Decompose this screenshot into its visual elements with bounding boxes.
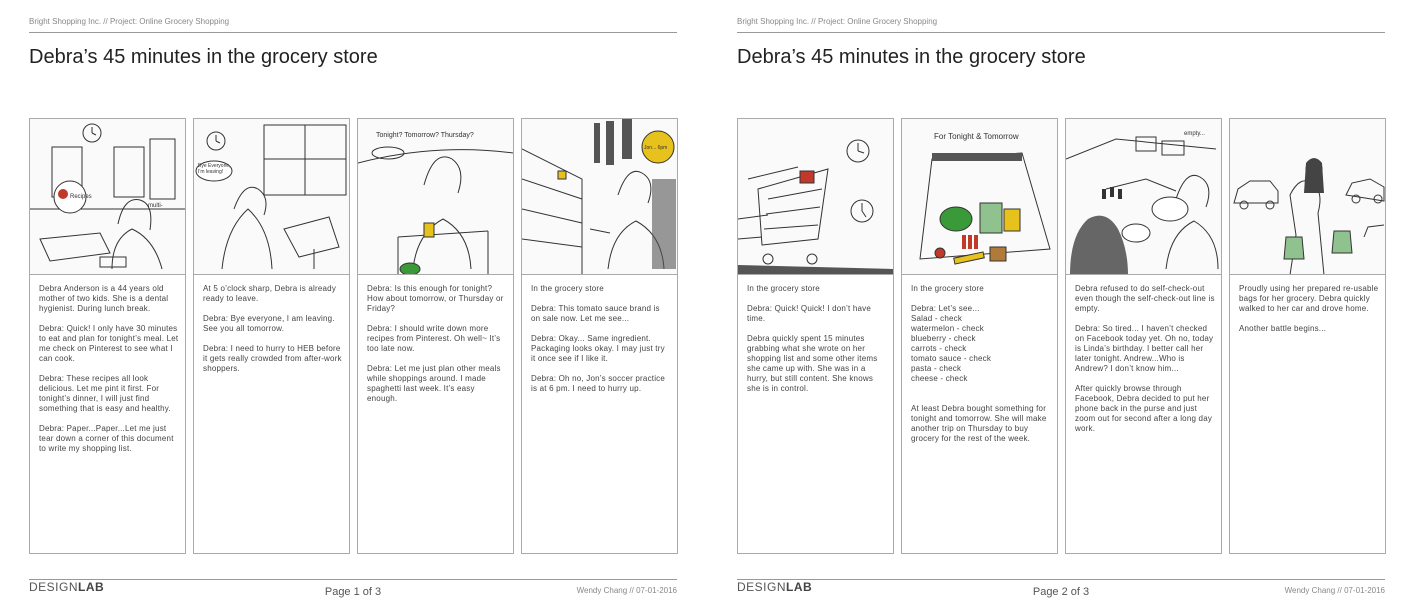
panel-caption: Proudly using her prepared re-usable bags for her grocery. Debra quickly walked to her car and drove home. Another battle begins...	[1239, 284, 1379, 333]
sketch-planning-meals	[358, 119, 513, 275]
page-header: Bright Shopping Inc. // Project: Online Grocery Shopping	[737, 17, 1385, 33]
sketch-leaving-work	[194, 119, 349, 275]
sketch-drawing	[902, 119, 1057, 275]
page-number: Page 2 of 3	[1032, 586, 1090, 598]
sketch-label: Tonight? Tomorrow? Thursday?	[376, 132, 474, 139]
sketch-office-lunch	[30, 119, 185, 275]
panel-caption: In the grocery store Debra: This tomato sauce brand is on sale now. Let me see... Debra: Okay... Same ingredient. Packaging looks okay. I may just try it once see if I like it. Debra: Oh no, Jon’s soccer practice is at 6 pm. I need to hurry up.	[531, 284, 666, 393]
storyboard-page-1	[29, 0, 677, 608]
panel-caption: Debra Anderson is a 44 years old mother of two kids. She is a dental hygienist. During lunch break. Debra: Quick! I only have 30 minutes to eat and plan for tonight’s meal. Let me check on Pinterest to see what I can cook. Debra: These recipes all look delicious. Let me pint it first. For tonight’s dinner, I will just find something that is easy and healthy. Debra: Paper...Paper...Let me just tear down a corner of this document to write my shopping list.	[39, 284, 179, 453]
footer-divider	[29, 579, 677, 580]
author-date: Wendy Chang // 07-01-2016	[1284, 586, 1385, 595]
sketch-label: empty...	[1184, 131, 1205, 137]
footer-divider	[737, 579, 1385, 580]
sketch-drawing	[30, 119, 185, 275]
sketch-grocery-basket	[902, 119, 1057, 275]
designlab-logo: DESIGNLAB	[29, 580, 105, 594]
page-number: Page 1 of 3	[324, 586, 382, 598]
sketch-drawing	[738, 119, 893, 275]
storyboard-panel-8	[1229, 118, 1386, 554]
panel-caption: Debra refused to do self-check-out even though the self-check-out line is empty. Debra: So tired... I haven’t checked on Facebook today yet. Oh no, today is Linda’s birthday. I better call her later tonight. Andrew...Who is Andrew? I don’t know him... After quickly browse through Facebook, Debra decided to put her phone back in the purse and just zoom out for second after a long day work.	[1075, 284, 1215, 433]
panel-caption: Debra: Is this enough for tonight? How about tomorrow, or Thursday or Friday? Debra: I should write down more recipes from Pinterest. Oh well~ It’s too late now. Debra: Let me just plan other meals while shoppings around. I made spaghetti last week. It’s easy enough.	[367, 284, 504, 403]
page-header: Bright Shopping Inc. // Project: Online Grocery Shopping	[29, 17, 677, 33]
sketch-drawing	[1066, 119, 1221, 275]
designlab-logo: DESIGNLAB	[737, 580, 813, 594]
sketch-label: For Tonight & Tomorrow	[934, 132, 1019, 141]
sketch-label: Recipes	[70, 194, 92, 200]
sketch-label: Bye Everyone, I'm leaving!	[198, 163, 231, 175]
storyboard-panel-5	[737, 118, 894, 554]
panel-caption: At 5 o’clock sharp, Debra is already ready to leave. Debra: Bye everyone, I am leaving. See you all tomorrow. Debra: I need to hurry to HEB before it gets really crowded from after-work shoppers.	[203, 284, 342, 373]
sketch-drawing	[194, 119, 349, 275]
svg-text:multi-: multi-	[148, 203, 163, 209]
sketch-checkout-line	[1066, 119, 1221, 275]
storyboard-panel-3	[357, 118, 514, 554]
panel-caption: In the grocery store Debra: Quick! Quick! I don’t have time. Debra quickly spent 15 minutes grabbing what she wrote on her shopping list and some other items she came up with. She was in a hurry, but still content. She knows she is in control.	[747, 284, 878, 393]
storyboard-panel-6	[901, 118, 1058, 554]
storyboard-panel-2	[193, 118, 350, 554]
author-date: Wendy Chang // 07-01-2016	[576, 586, 677, 595]
page-title: Debra’s 45 minutes in the grocery store	[737, 46, 1086, 68]
storyboard-panel-1	[29, 118, 186, 554]
panel-caption: In the grocery store Debra: Let’s see... Salad - check watermelon - check blueberry - check carrots - check tomato sauce - check pasta - check cheese - check At least Debra bought something for tonight and tomorrow. She will make another trip on Thursday to buy grocery for the rest of the week.	[911, 284, 1047, 443]
storyboard-panel-4	[521, 118, 678, 554]
sketch-drawing	[1230, 119, 1385, 275]
storyboard-page-2	[737, 0, 1385, 608]
storyboard-panel-7	[1065, 118, 1222, 554]
page-title: Debra’s 45 minutes in the grocery store	[29, 46, 378, 68]
sketch-drawing	[358, 119, 513, 275]
sketch-parking-lot	[1230, 119, 1385, 275]
sketch-shopping-cart	[738, 119, 893, 275]
sketch-label: Jon... 6pm	[644, 145, 668, 151]
sketch-drawing	[522, 119, 677, 275]
sketch-grocery-aisle	[522, 119, 677, 275]
